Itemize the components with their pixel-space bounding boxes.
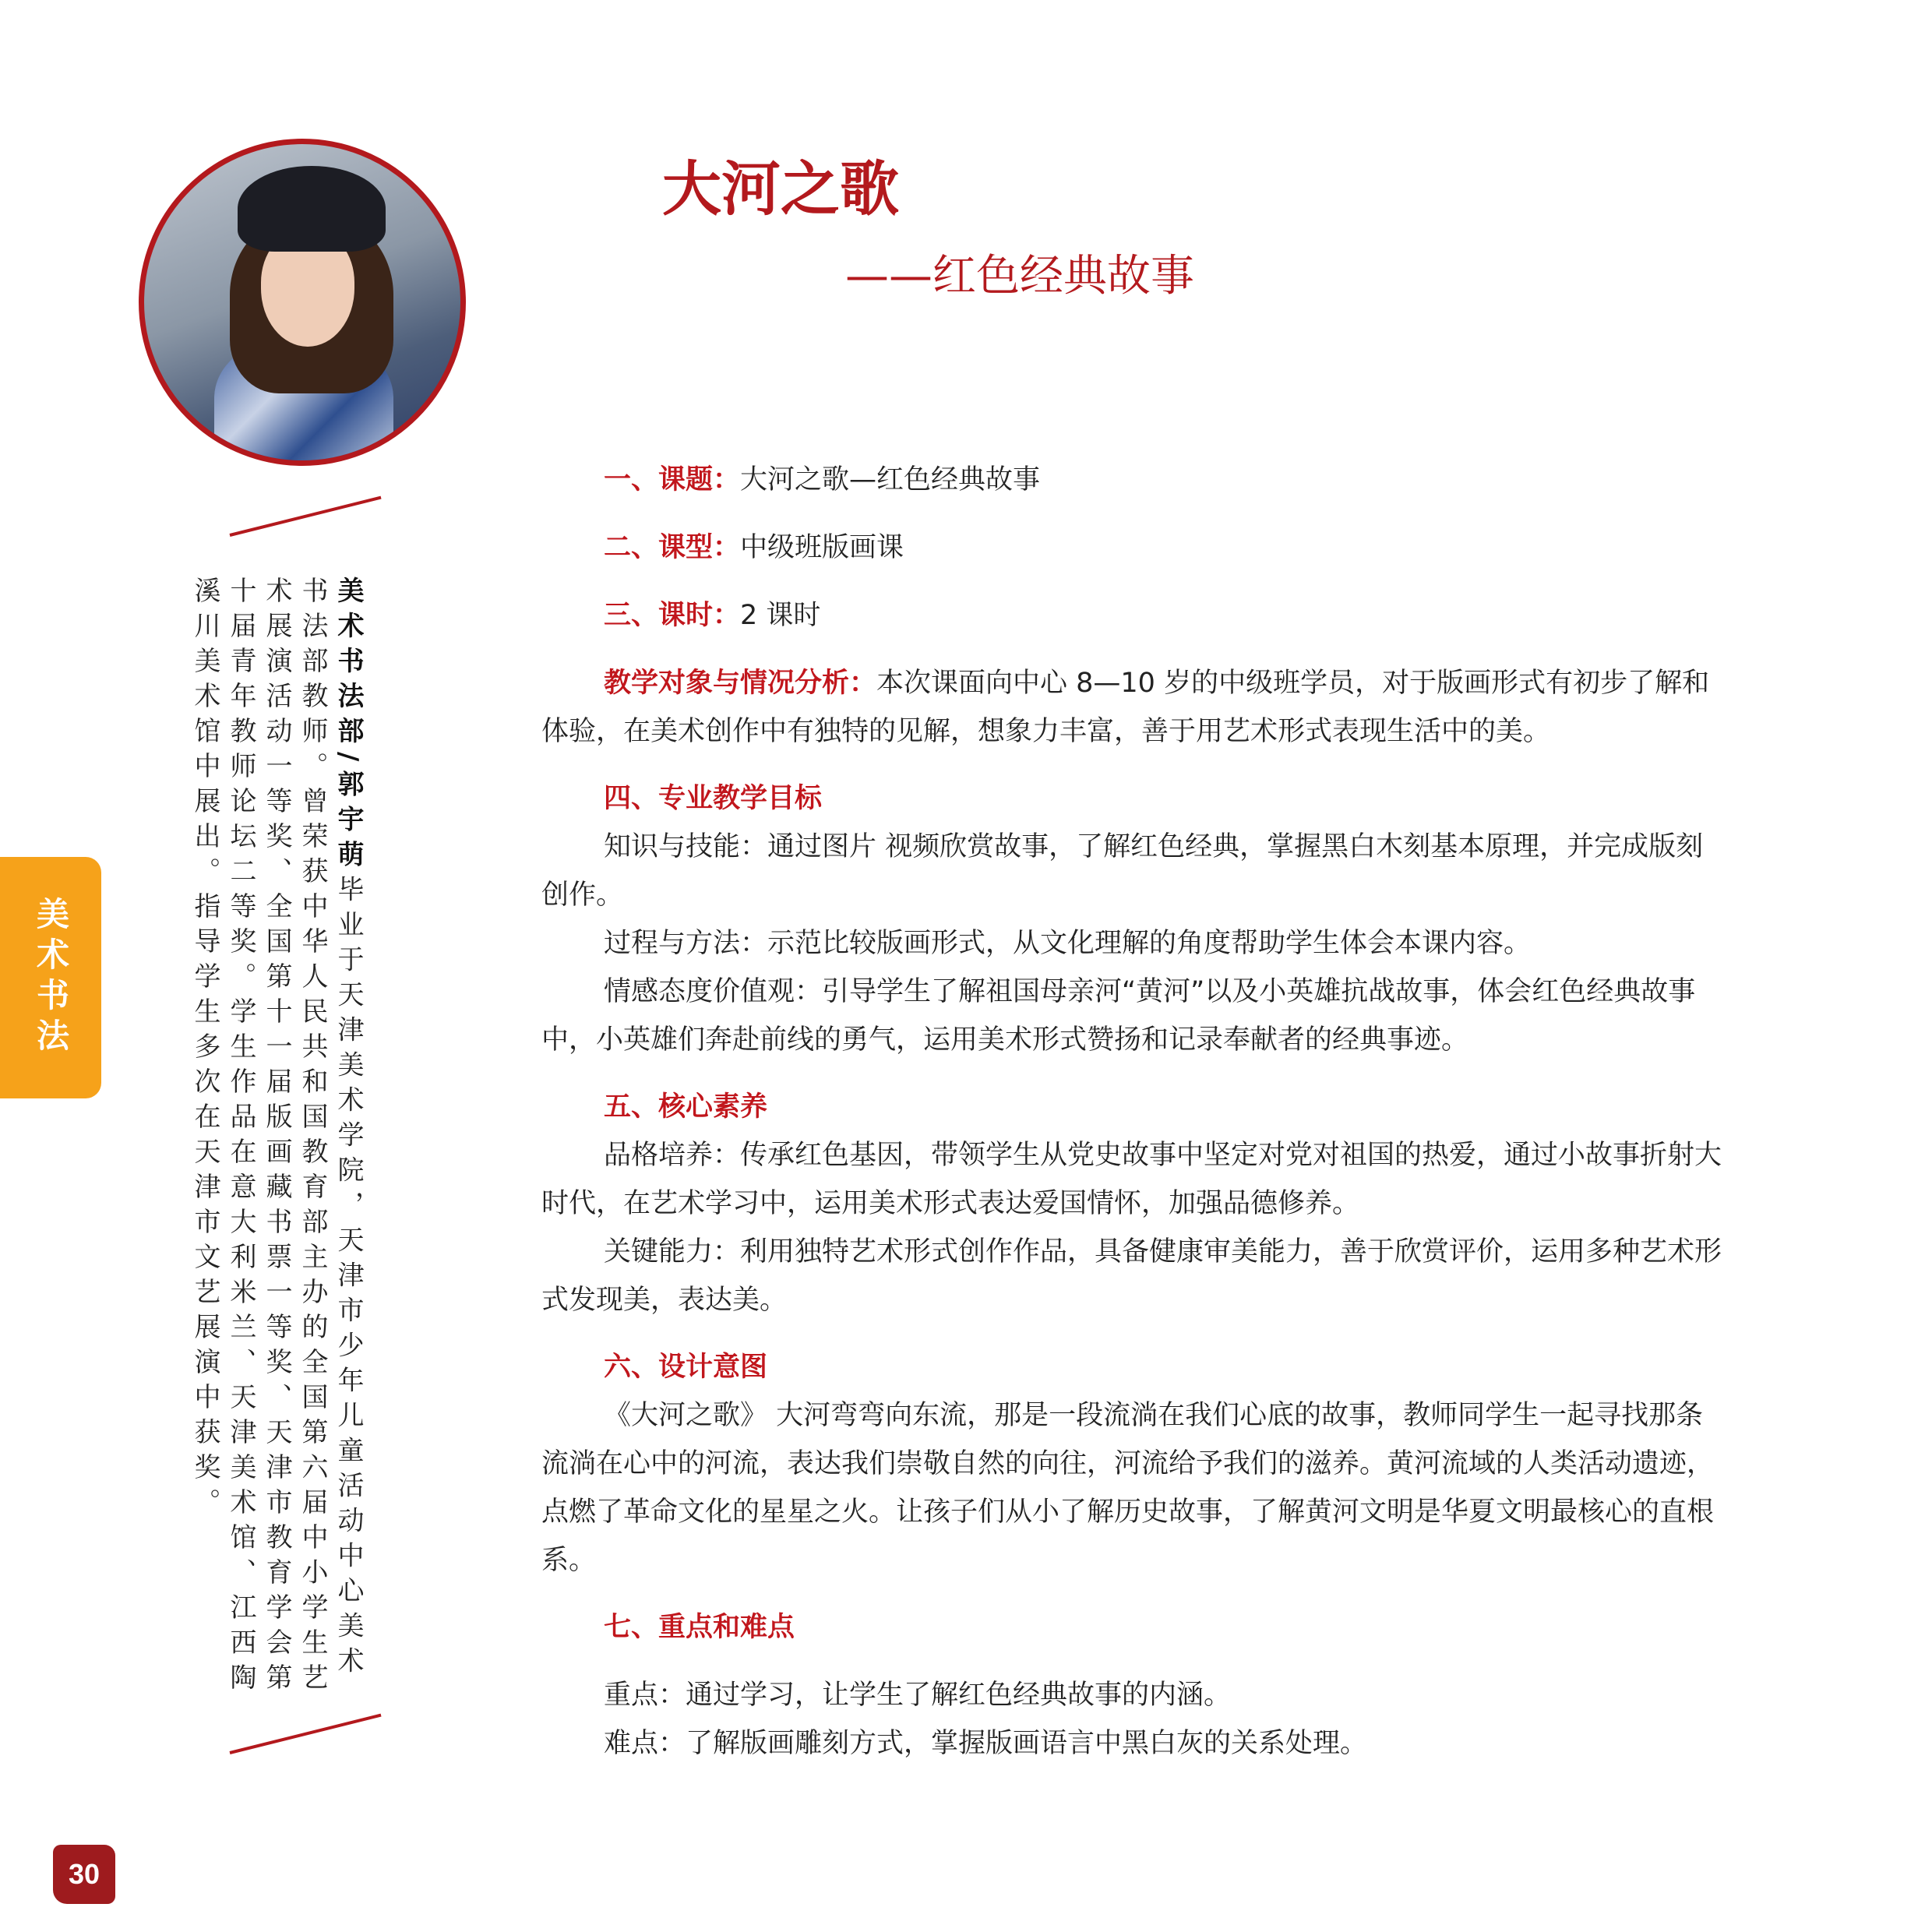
page-number: 30 <box>53 1845 115 1904</box>
article-body <box>541 456 1726 1768</box>
section-4-heading: 四、专业教学目标 <box>604 783 823 814</box>
author-portrait <box>139 139 466 466</box>
section-4-process: 过程与方法：示范比较版画形式，从文化理解的角度帮助学生体会本课内容。 <box>604 928 1532 959</box>
section-4-knowledge: 知识与技能：通过图片 视频欣赏故事，了解红色经典，掌握黑白木刻基本原理，并完成版刻创作。 <box>541 831 1704 911</box>
section-7-heading: 七、重点和难点 <box>604 1612 795 1643</box>
article-title: 大河之歌 <box>662 154 899 224</box>
article-subtitle: ——红色经典故事 <box>845 251 1194 301</box>
section-5-character: 品格培养：传承红色基因，带领学生从党史故事中坚定对党对祖国的热爱，通过小故事折射大时代，在艺术学习中，运用美术形式表达爱国情怀，加强品德修养。 <box>541 1140 1722 1219</box>
section-type-label: 二、课型： <box>604 532 741 563</box>
section-5-ability: 关键能力：利用独特艺术形式创作作品，具备健康审美能力，善于欣赏评价，运用多种艺术形式发现美，表达美。 <box>541 1236 1722 1316</box>
author-bio-text: 毕业于天津美术学院，天津市少年儿童活动中心美术书法部教师。曾荣获中华人民共和国教育部主办的全国第六届中小学生艺术展演活动一等奖、全国第十一届版画藏书票一等奖、天津市教育学会第十届青年教师论坛二等奖。学生作品在意大利米兰、天津美术馆、江西陶溪川美术馆中展出。指导学生多次在天津市文艺展演中获奖。 <box>189 576 364 1698</box>
decorative-slash-top <box>230 496 382 537</box>
section-type <box>541 524 1726 572</box>
section-7-key-point: 重点：通过学习，让学生了解红色经典故事的内涵。 <box>604 1680 1232 1711</box>
decorative-slash-bottom <box>230 1714 382 1754</box>
section-hours-text: 2 课时 <box>740 600 821 631</box>
portrait-hat <box>238 166 386 252</box>
section-type-text: 中级班版画课 <box>740 532 904 563</box>
section-analysis <box>541 659 1726 756</box>
section-5-heading: 五、核心素养 <box>604 1091 768 1123</box>
section-6-heading: 六、设计意图 <box>604 1352 768 1383</box>
section-side-tab <box>0 857 101 1098</box>
section-analysis-text: 本次课面向中心 8—10 岁的中级班学员，对于版画形式有初步了解和体验，在美术创作中有独特的见解，想象力丰富，善于用艺术形式表现生活中的美。 <box>541 668 1710 747</box>
side-tab-label: 美术书法 <box>32 897 70 1059</box>
section-4-emotion: 情感态度价值观：引导学生了解祖国母亲河“黄河”以及小英雄抗战故事，体会红色经典故事中，小英雄们奔赴前线的勇气，运用美术形式赞扬和记录奉献者的经典事迹。 <box>541 976 1696 1056</box>
section-6-intent: 《大河之歌》 大河弯弯向东流，那是一段流淌在我们心底的故事，教师同学生一起寻找那条流淌在心中的河流，表达我们崇敬自然的向往，河流给予我们的滋养。黄河流域的人类活动遗迹，点燃了革命文化的星星之火。让孩子们从小了解历史故事，了解黄河文明是华夏文明最核心的直根系。 <box>541 1400 1715 1576</box>
section-hours-label: 三、课时： <box>604 600 741 631</box>
section-hours <box>541 591 1726 640</box>
section-topic-text: 大河之歌—红色经典故事 <box>740 464 1041 495</box>
author-bio <box>187 576 366 1698</box>
section-topic <box>541 456 1726 504</box>
section-7-difficulty: 难点：了解版画雕刻方式，掌握版画语言中黑白灰的关系处理。 <box>604 1728 1368 1759</box>
section-topic-label: 一、课题： <box>604 464 741 495</box>
author-name: 美术书法部/郭宇萌 <box>333 576 364 876</box>
section-analysis-label: 教学对象与情况分析： <box>604 668 877 699</box>
